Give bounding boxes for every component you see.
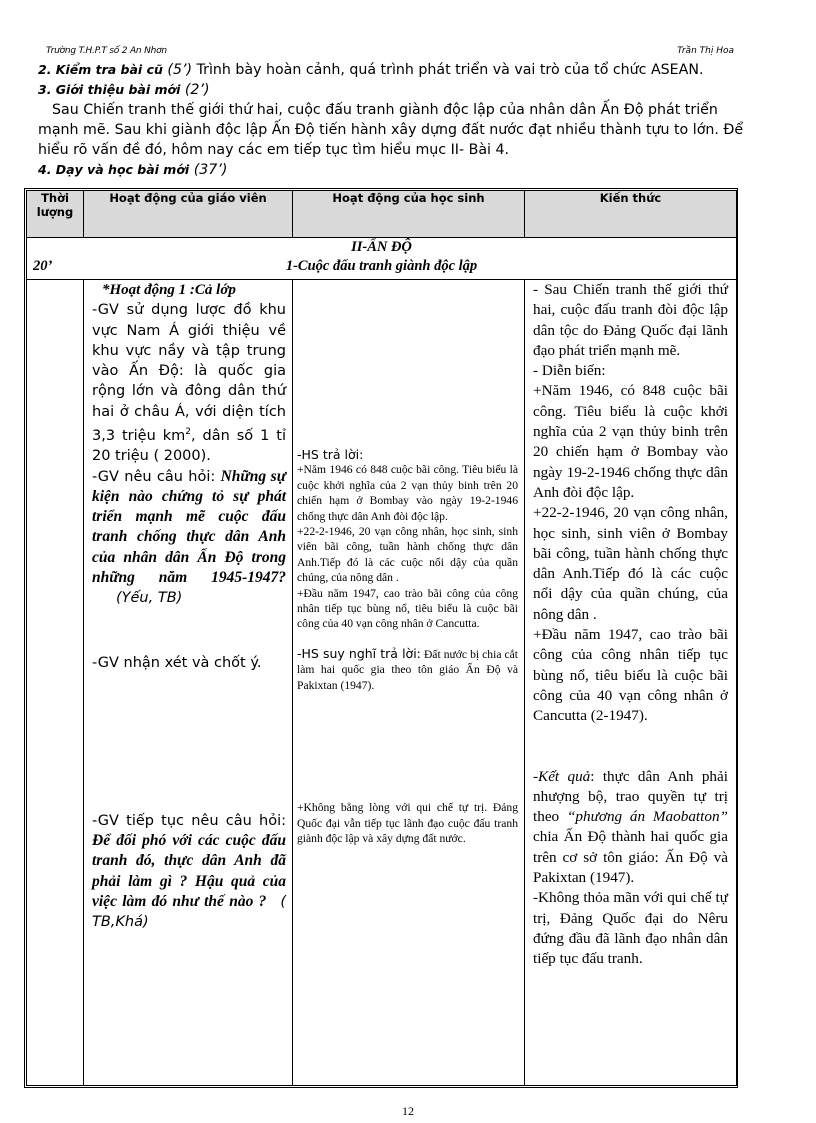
student-answer-intro: -HS trả lời: — [297, 447, 364, 462]
student-answer-4: +Không bằng lòng với qui chế tự trị. Đảng Quốc đại vẫn tiếp tục lãnh đạo cuộc đấu tranh giành độc lập và xây dựng đất nước. — [297, 801, 518, 845]
student-answer-1: +Năm 1946 có 848 cuộc bãi công. Tiêu biểu là cuộc khởi nghĩa của 2 vạn thủy binh trên 20 chiến hạm ở Bombay vào ngày 19-2-1946 chống thực dân Anh đòi độc lập. — [297, 463, 518, 523]
teacher-question-2: -GV tiếp tục nêu câu hỏi: Để đối phó với các cuộc đấu tranh đó, thực dân Anh đã phải làm gì ? Hậu quả của việc làm đó như thế nào ? ( TB,Khá) — [92, 812, 287, 931]
header-school: Trường T.H.P.T số 2 An Nhơn — [46, 46, 167, 56]
page-number: 12 — [402, 1104, 414, 1118]
check-old-lesson — [38, 60, 750, 80]
subsection-title: 1-Cuộc đấu tranh giành độc lập — [285, 258, 478, 274]
teach-heading: 4. Dạy và học bài mới — [38, 162, 190, 177]
check-time: (5’) — [167, 62, 193, 78]
section-title: II-ẤN ĐỘ — [351, 239, 412, 255]
knowledge-3: +Năm 1946, có 848 cuộc bãi công. Tiêu biểu là cuộc khởi nghĩa của 2 vạn thủy binh trên 20 chiến hạm ở Bombay vào ngày 19-2-1946 chống thực dân Anh đòi độc lập. — [533, 382, 728, 501]
student-cell — [293, 280, 525, 1086]
time-cell — [27, 280, 84, 1086]
student-think: -HS suy nghĩ trả lời: Đất nước bị chia cắt làm hai quốc gia theo tôn giáo Ấn Độ và Pakixtan (1947). — [297, 645, 519, 692]
knowledge-1: - Sau Chiến tranh thế giới thứ hai, cuộc đấu tranh đòi độc lập dân tộc do Đảng Quốc đại lãnh đạo phát triển mạnh mẽ. — [533, 281, 728, 359]
lesson-intro — [38, 60, 750, 180]
intro-new-lesson — [38, 80, 750, 100]
section-row — [27, 238, 737, 280]
teacher-intro: -GV sử dụng lược đồ khu vực Nam Á giới thiệu về khu vực nầy và tập trung vào Ấn Độ: là quốc gia rộng lớn và đông dân thứ hai ở châu Á, với diện tích 3,3 triệu $km^2$, dân số 1 tỉ 20 triệu ( 2000). — [92, 302, 286, 465]
student-answer-2: +22-2-1946, 20 vạn công nhân, học sinh, sinh viên bãi công, tuần hành chống thực dân Anh.Tiếp đó là các cuộc nổi dậy của quần chúng, của nông dân . — [297, 525, 518, 585]
teach-new-lesson — [38, 160, 750, 180]
intro-paragraph: Sau Chiến tranh thế giới thứ hai, cuộc đấu tranh giành độc lập của nhân dân Ấn Độ phát triển mạnh mẽ. Sau khi giành độc lập Ấn Độ tiến hành xây dựng đất nước đạt nhiều thành tựu to lớn. Để hiểu rõ vấn đề đó, hôm nay các em tiếp tục tìm hiểu mục II- Bài 4. — [38, 102, 744, 158]
header-student: Hoạt động của học sinh — [293, 191, 525, 238]
subsection-line — [27, 257, 736, 276]
teacher-cell — [84, 280, 293, 1086]
header-time: Thời lượng — [27, 191, 84, 238]
teacher-question-1: -GV nêu câu hỏi: Những sự kiện nào chứng tỏ sự phát triển mạnh mẽ cuộc đấu tranh chống thực dân Anh của nhân dân Ấn Độ trong những năm 1945-1947? (Yếu, TB) — [92, 467, 287, 607]
duration: 20’ — [33, 258, 53, 274]
header-author: Trần Thị Hoa — [677, 46, 734, 56]
header-teacher: Hoạt động của giáo viên — [84, 191, 293, 238]
knowledge-6: -Kết quả: thực dân Anh phải nhượng bộ, trao quyền tự trị theo “phương án Maobatton” chia Ấn Độ thành hai quốc gia trên cơ sở tôn giáo: Ấn Độ và Pakixtan (1947). — [533, 767, 728, 887]
teach-time: (37’) — [193, 162, 228, 178]
knowledge-2: - Diễn biến: — [533, 362, 606, 380]
knowledge-4: +22-2-1946, 20 vạn công nhân, học sinh, sinh viên ở Bombay bãi công, tuần hành chống thực dân Anh.Tiếp đó là các cuộc nổi dậy của quần chúng, của nông dân . — [533, 504, 728, 623]
teacher-conclusion: -GV nhận xét và chốt ý. — [92, 654, 262, 671]
intro-time: (2’) — [184, 82, 210, 98]
knowledge-cell — [525, 280, 737, 1086]
student-answer-3: +Đầu năm 1947, cao trào bãi công của công nhân tiếp tục bùng nổ, tiêu biểu là cuộc bãi công của 40 vạn công nhân ở Cancutta. — [297, 586, 518, 631]
header-knowledge: Kiến thức — [525, 191, 737, 238]
knowledge-7: -Không thỏa mãn với qui chế tự trị, Đảng Quốc đại do Nêru đứng đầu đã lãnh đạo nhân dân tiếp tục đấu tranh. — [533, 889, 728, 968]
knowledge-5: +Đầu năm 1947, cao trào bãi công của công nhân tiếp tục bùng nổ, tiêu biểu là cuộc bãi công của 40 vạn công nhân ở Cancutta (2-1947). — [533, 626, 728, 725]
intro-heading: 3. Giới thiệu bài mới — [38, 82, 181, 97]
lesson-table — [26, 190, 737, 1086]
check-text: Trình bày hoàn cảnh, quá trình phát triển và vai trò của tổ chức ASEAN. — [196, 62, 704, 78]
activity-title: *Hoạt động 1 :Cả lớp — [102, 282, 236, 298]
check-heading: 2. Kiểm tra bài cũ — [38, 62, 163, 77]
